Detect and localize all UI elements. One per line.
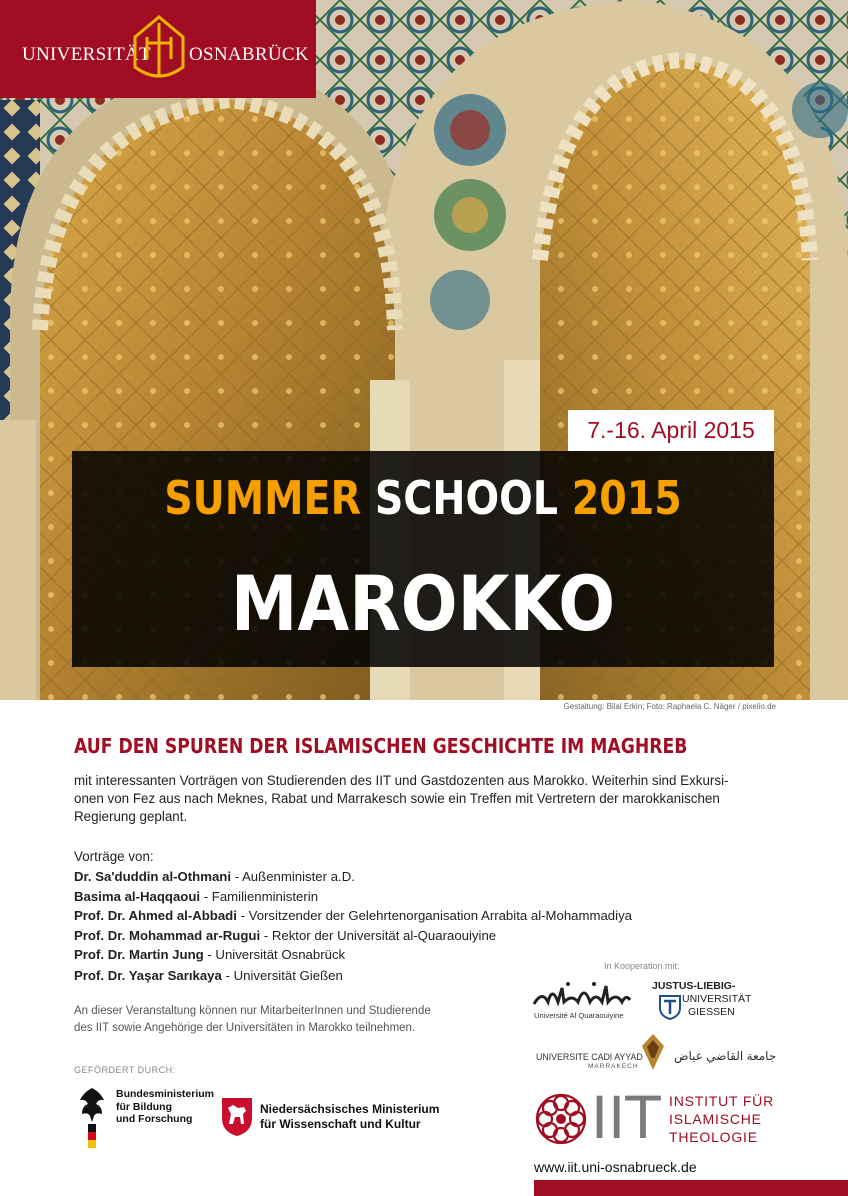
cooperation-heading: In Kooperation mit: [604,961,680,971]
niedersachsen-logo[interactable] [220,1094,460,1140]
nds-line: für Wissenschaft und Kultur [260,1117,421,1131]
speaker-name: Prof. Dr. Yaşar Sarıkaya [74,967,222,983]
speaker-name: Dr. Sa'duddin al-Othmani [74,869,232,884]
jlu-shield-icon [658,994,682,1020]
notice-line: An dieser Veranstaltung können nur MitarbeiterInnen und Studierende [74,1005,431,1017]
bottom-accent-bar [534,1180,848,1196]
federal-eagle-icon [74,1086,110,1148]
speaker-name: Prof. Dr. Mohammad ar-Rugui [74,927,261,943]
iit-letters: IIT [591,1084,661,1152]
iit-rosette-icon [534,1092,588,1146]
iit-logo[interactable] [534,1084,775,1152]
title-word-school: SCHOOL [374,471,558,525]
horse-crest-icon [220,1096,254,1136]
intro-line: onen von Fez aus nach Meknes, Rabat und Marrakesch sowie ein Treffen mit Vertretern der marokkanischen [74,791,720,806]
iit-line: ISLAMISCHE [669,1111,762,1127]
speaker-role: - Vorsitzender der Gelehrtenorganisation Arrabita al-Mohammadiya [240,908,633,924]
logo-text-left: UNIVERSITÄT [22,44,151,65]
website-link[interactable]: www.iit.uni-osnabrueck.de [534,1159,697,1175]
intro-line: Regierung geplant. [74,809,188,824]
university-logo[interactable] [0,0,316,98]
speaker-name: Prof. Dr. Martin Jung [74,947,204,963]
event-title-box [72,451,774,667]
cadi-city: MARRAKECH [588,1063,639,1070]
speaker-role: - Universität Gießen [225,967,343,983]
event-date: 7.-16. April 2015 [568,410,774,451]
title-word-summer: SUMMER [164,471,362,525]
speaker-role: - Familienministerin [203,888,319,904]
speaker-role: - Außenminister a.D. [234,869,355,884]
event-location: MAROKKO [230,559,616,648]
arabic-calligraphy-icon [532,980,632,1010]
iit-line: INSTITUT FÜR [669,1093,775,1109]
list-item [74,906,714,926]
speaker-name: Prof. Dr. Ahmed al-Abbadi [74,908,237,924]
jlu-line: JUSTUS-LIEBIG- [652,980,736,992]
talks-heading: Vorträge von: [74,849,154,864]
logo-text-right: OSNABRÜCK [189,44,309,65]
speaker-role: - Rektor der Universität al-Quaraouiyine [263,927,497,943]
jlu-giessen-logo[interactable] [652,980,764,1024]
list-item [74,926,714,946]
bmbf-name [116,1088,214,1126]
nds-name [260,1102,439,1132]
bmbf-line: und Forschung [116,1113,193,1125]
intro-line: mit interessanten Vorträgen von Studierenden des IIT und Gastdozenten aus Marokko. Weiterhin sind Exkursi- [74,773,729,788]
cadi-name: UNIVERSITE CADI AYYAD [536,1052,643,1062]
list-item [74,867,714,887]
iit-line: THEOLOGIE [669,1129,758,1145]
bmbf-line: für Bildung [116,1100,172,1113]
intro-paragraph [74,772,784,826]
jlu-line: UNIVERSITÄT [682,993,752,1005]
quaraouiyine-caption: Université Al Quaraouiyine [534,1011,624,1020]
quaraouiyine-logo[interactable] [528,980,646,1026]
iit-name [669,1092,774,1146]
cadi-ayyad-logo[interactable] [534,1036,777,1080]
bmbf-line: Bundesministerium [116,1088,215,1100]
participation-notice [74,1003,494,1037]
bmbf-logo[interactable] [74,1086,214,1150]
photo-credit: Gestaltung: Bilal Erkin; Foto: Raphaela C. Näger / pixelio.de [563,702,776,711]
speaker-role: - Universität Osnabrück [207,947,346,963]
nds-line: Niedersächsisches Ministerium [260,1102,440,1116]
university-crest-icon [131,13,187,85]
notice-line: des IIT sowie Angehörige der Universitäten in Marokko teilnehmen. [74,1022,416,1034]
funding-heading: GEFÖRDERT DURCH: [74,1065,176,1075]
jlu-line: GIESSEN [688,1006,735,1018]
subheadline: AUF DEN SPUREN DER ISLAMISCHEN GESCHICHTE IM MAGHREB [74,734,688,758]
event-title [121,471,725,525]
speaker-name: Basima al-Haqqaoui [74,888,201,904]
title-word-year: 2015 [571,471,682,525]
list-item [74,887,714,907]
cadi-arabic-name: جامعة القاضي عياض [674,1049,777,1063]
